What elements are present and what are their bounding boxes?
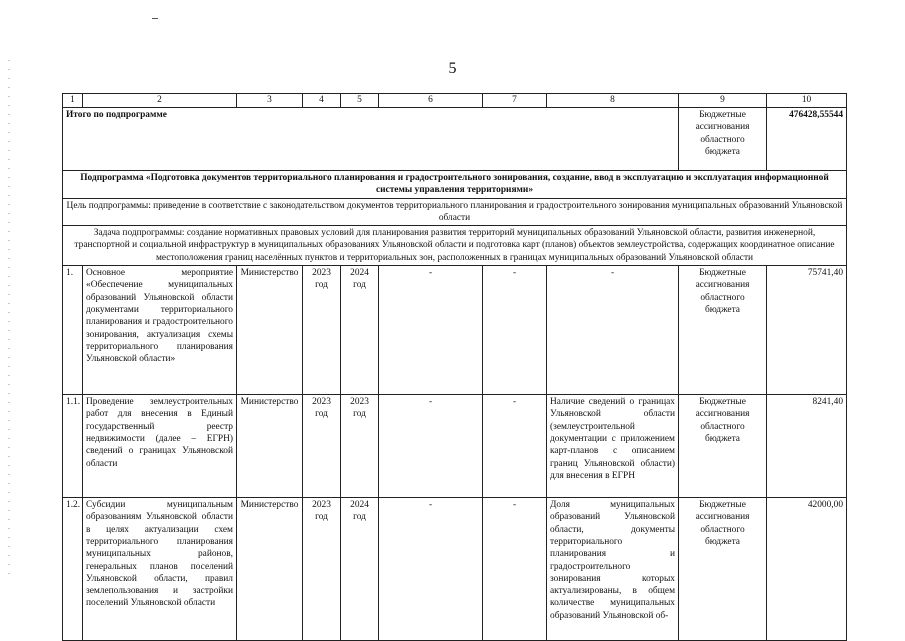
subprogram-task: Задача подпрограммы: создание нормативных правовых условий для планирования развития территорий муниципальных образований Ульяновской области, развития инженерной, транспортной и социальной инфраструктур в муниципальных образованиях Ульяновской области и подготовка карт (планов) объектов землеустройства, содержащих координатное описание местоположения границ населённых пунктов и территориальных зон, расположенных в границах муниципальных образований Ульяновской области	[63, 226, 847, 266]
measure-name: Основное мероприятие «Обеспечение муниципальных образований Ульяновской области документами территориального планирования и градостроительного зонирования, актуализация схемы территориального планирования Ульяновской области»	[83, 266, 237, 395]
header-cell: 8	[547, 94, 679, 108]
start-year: 2023 год	[303, 498, 341, 641]
total-amount: 476428,55544	[767, 108, 847, 171]
start-year: 2023 год	[303, 395, 341, 498]
total-row	[63, 108, 847, 171]
result-indicator: Наличие сведений о границах Ульяновской области (землеустроительной документации с приложением карт-планов с описанием границ Ульяновской области) для внесения в ЕГРН	[547, 395, 679, 498]
executor: Министерство	[237, 266, 303, 395]
funding-source: Бюджетные ассигнования областного бюджета	[679, 498, 767, 641]
header-cell: 10	[767, 94, 847, 108]
program-table	[62, 93, 847, 641]
funding-amount: 8241,40	[767, 395, 847, 498]
total-label: Итого по подпрограмме	[63, 108, 679, 171]
header-cell: 2	[83, 94, 237, 108]
header-row	[63, 94, 847, 108]
header-cell: 1	[63, 94, 83, 108]
start-year: 2023 год	[303, 266, 341, 395]
subprogram-task-row	[63, 226, 847, 266]
subprogram-goal-row	[63, 198, 847, 226]
subprogram-title-row	[63, 171, 847, 199]
end-year: 2024 год	[341, 498, 379, 641]
header-cell: 7	[483, 94, 547, 108]
header-cell: 4	[303, 94, 341, 108]
funding-source: Бюджетные ассигнования областного бюджета	[679, 266, 767, 395]
row-number: 1.2.	[63, 498, 83, 641]
scan-mark	[152, 18, 158, 19]
row-number: 1.	[63, 266, 83, 395]
header-cell: 5	[341, 94, 379, 108]
table-row	[63, 266, 847, 395]
funding-amount: 75741,40	[767, 266, 847, 395]
measure-name: Субсидии муниципальным образованиям Ульяновской области в целях актуализации схем территориального планирования муниципальных районов, генеральных планов поселений Ульяновской области, правил землепользования и застройки поселений Ульяновской области	[83, 498, 237, 641]
col6-value: -	[379, 395, 483, 498]
page-number: 5	[448, 60, 457, 77]
scan-edge-noise	[8, 60, 10, 580]
col7-value: -	[483, 266, 547, 395]
header-cell: 6	[379, 94, 483, 108]
measure-name: Проведение землеустроительных работ для внесения в Единый государственный реестр недвижимости (далее – ЕГРН) сведений о границах Ульяновской области	[83, 395, 237, 498]
executor: Министерство	[237, 498, 303, 641]
col7-value: -	[483, 395, 547, 498]
header-cell: 3	[237, 94, 303, 108]
end-year: 2024 год	[341, 266, 379, 395]
subprogram-title: Подпрограмма «Подготовка документов территориального планирования и градостроительного зонирования, создание, ввод в эксплуатацию и эксплуатация информационной системы управления территориями»	[63, 171, 847, 199]
col7-value: -	[483, 498, 547, 641]
subprogram-goal: Цель подпрограммы: приведение в соответствие с законодательством документов территориального планирования и градостроительного зонирования муниципальных образований Ульяновской области	[63, 198, 847, 226]
header-cell: 9	[679, 94, 767, 108]
executor: Министерство	[237, 395, 303, 498]
result-indicator: -	[547, 266, 679, 395]
funding-amount: 42000,00	[767, 498, 847, 641]
total-source: Бюджетные ассигнования областного бюджета	[679, 108, 767, 171]
funding-source: Бюджетные ассигнования областного бюджета	[679, 395, 767, 498]
table-row	[63, 498, 847, 641]
result-indicator: Доля муниципальных образований Ульяновской области, документы территориального планирования и градостроительного зонирования которых актуализированы, в общем количестве муниципальных образований Ульяновской об-	[547, 498, 679, 641]
row-number: 1.1.	[63, 395, 83, 498]
end-year: 2023 год	[341, 395, 379, 498]
table-row	[63, 395, 847, 498]
col6-value: -	[379, 266, 483, 395]
col6-value: -	[379, 498, 483, 641]
